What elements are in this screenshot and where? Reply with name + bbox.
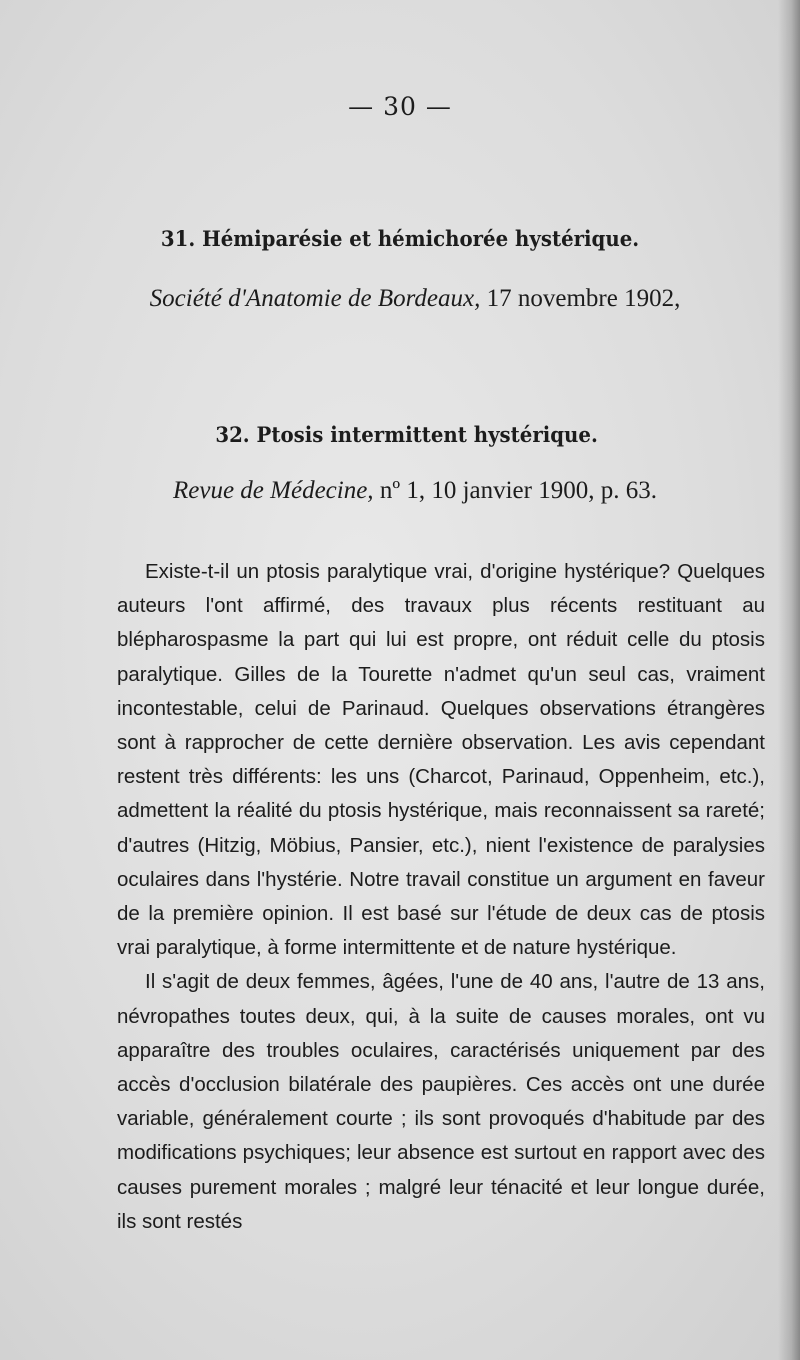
- page-number: — 30 —: [348, 92, 452, 121]
- entry-31-source-detail: 17 novembre 1902,: [480, 285, 681, 312]
- abstract-paragraph: Existe-t-il un ptosis paralytique vrai, d'origine hystérique? Quelques auteurs l'ont affirmé, des travaux plus récents restituant au blépharospasme la part qui lui est propre, ont réduit celle du ptosis paralytique. Gilles de la Tourette n'admet qu'un seul cas, vraiment incontestable, celui de Parinaud. Quelques observations étrangères sont à rapprocher de cette dernière observation. Les avis cependant restent très différents: les uns (Charcot, Parinaud, Oppenheim, etc.), admettent la réalité du ptosis hystérique, mais reconnaissent sa rareté; d'autres (Hitzig, Möbius, Pansier, etc.), nient l'existence de paralysies oculaires dans l'hystérie. Notre travail constitue un argument en faveur de la première opinion. Il est basé sur l'étude de deux cas de ptosis vrai paralytique, à forme intermittente et de nature hystérique.: [117, 560, 765, 960]
- entry-32-abstract: [117, 555, 765, 1239]
- entry-32-source: [0, 477, 800, 505]
- entry-32-title: 32. Ptosis intermittent hystérique.: [215, 422, 598, 447]
- entry-31-title: 31. Hémiparésie et hémichorée hystérique.: [160, 226, 640, 251]
- page-edge-shadow: [778, 0, 800, 1360]
- abstract-paragraph: Il s'agit de deux femmes, âgées, l'une de 40 ans, l'autre de 13 ans, névropathes toutes deux, qui, à la suite de causes morales, ont vu apparaître des troubles oculaires, caractérisés uniquement par des accès d'occlusion bilatérale des paupières. Ces accès ont une durée variable, généralement courte ; ils sont provoqués d'habitude par des modifications psychiques; leur absence est surtout en rapport avec des causes purement morales ; malgré leur ténacité et leur longue durée, ils sont restés: [117, 970, 765, 1233]
- entry-31-journal: Société d'Anatomie de Bordeaux,: [149, 285, 481, 312]
- entry-32-source-detail: nº 1, 10 janvier 1900, p. 63.: [373, 477, 657, 504]
- entry-31-source: [0, 285, 800, 313]
- entry-32-journal: Revue de Médecine,: [173, 477, 374, 504]
